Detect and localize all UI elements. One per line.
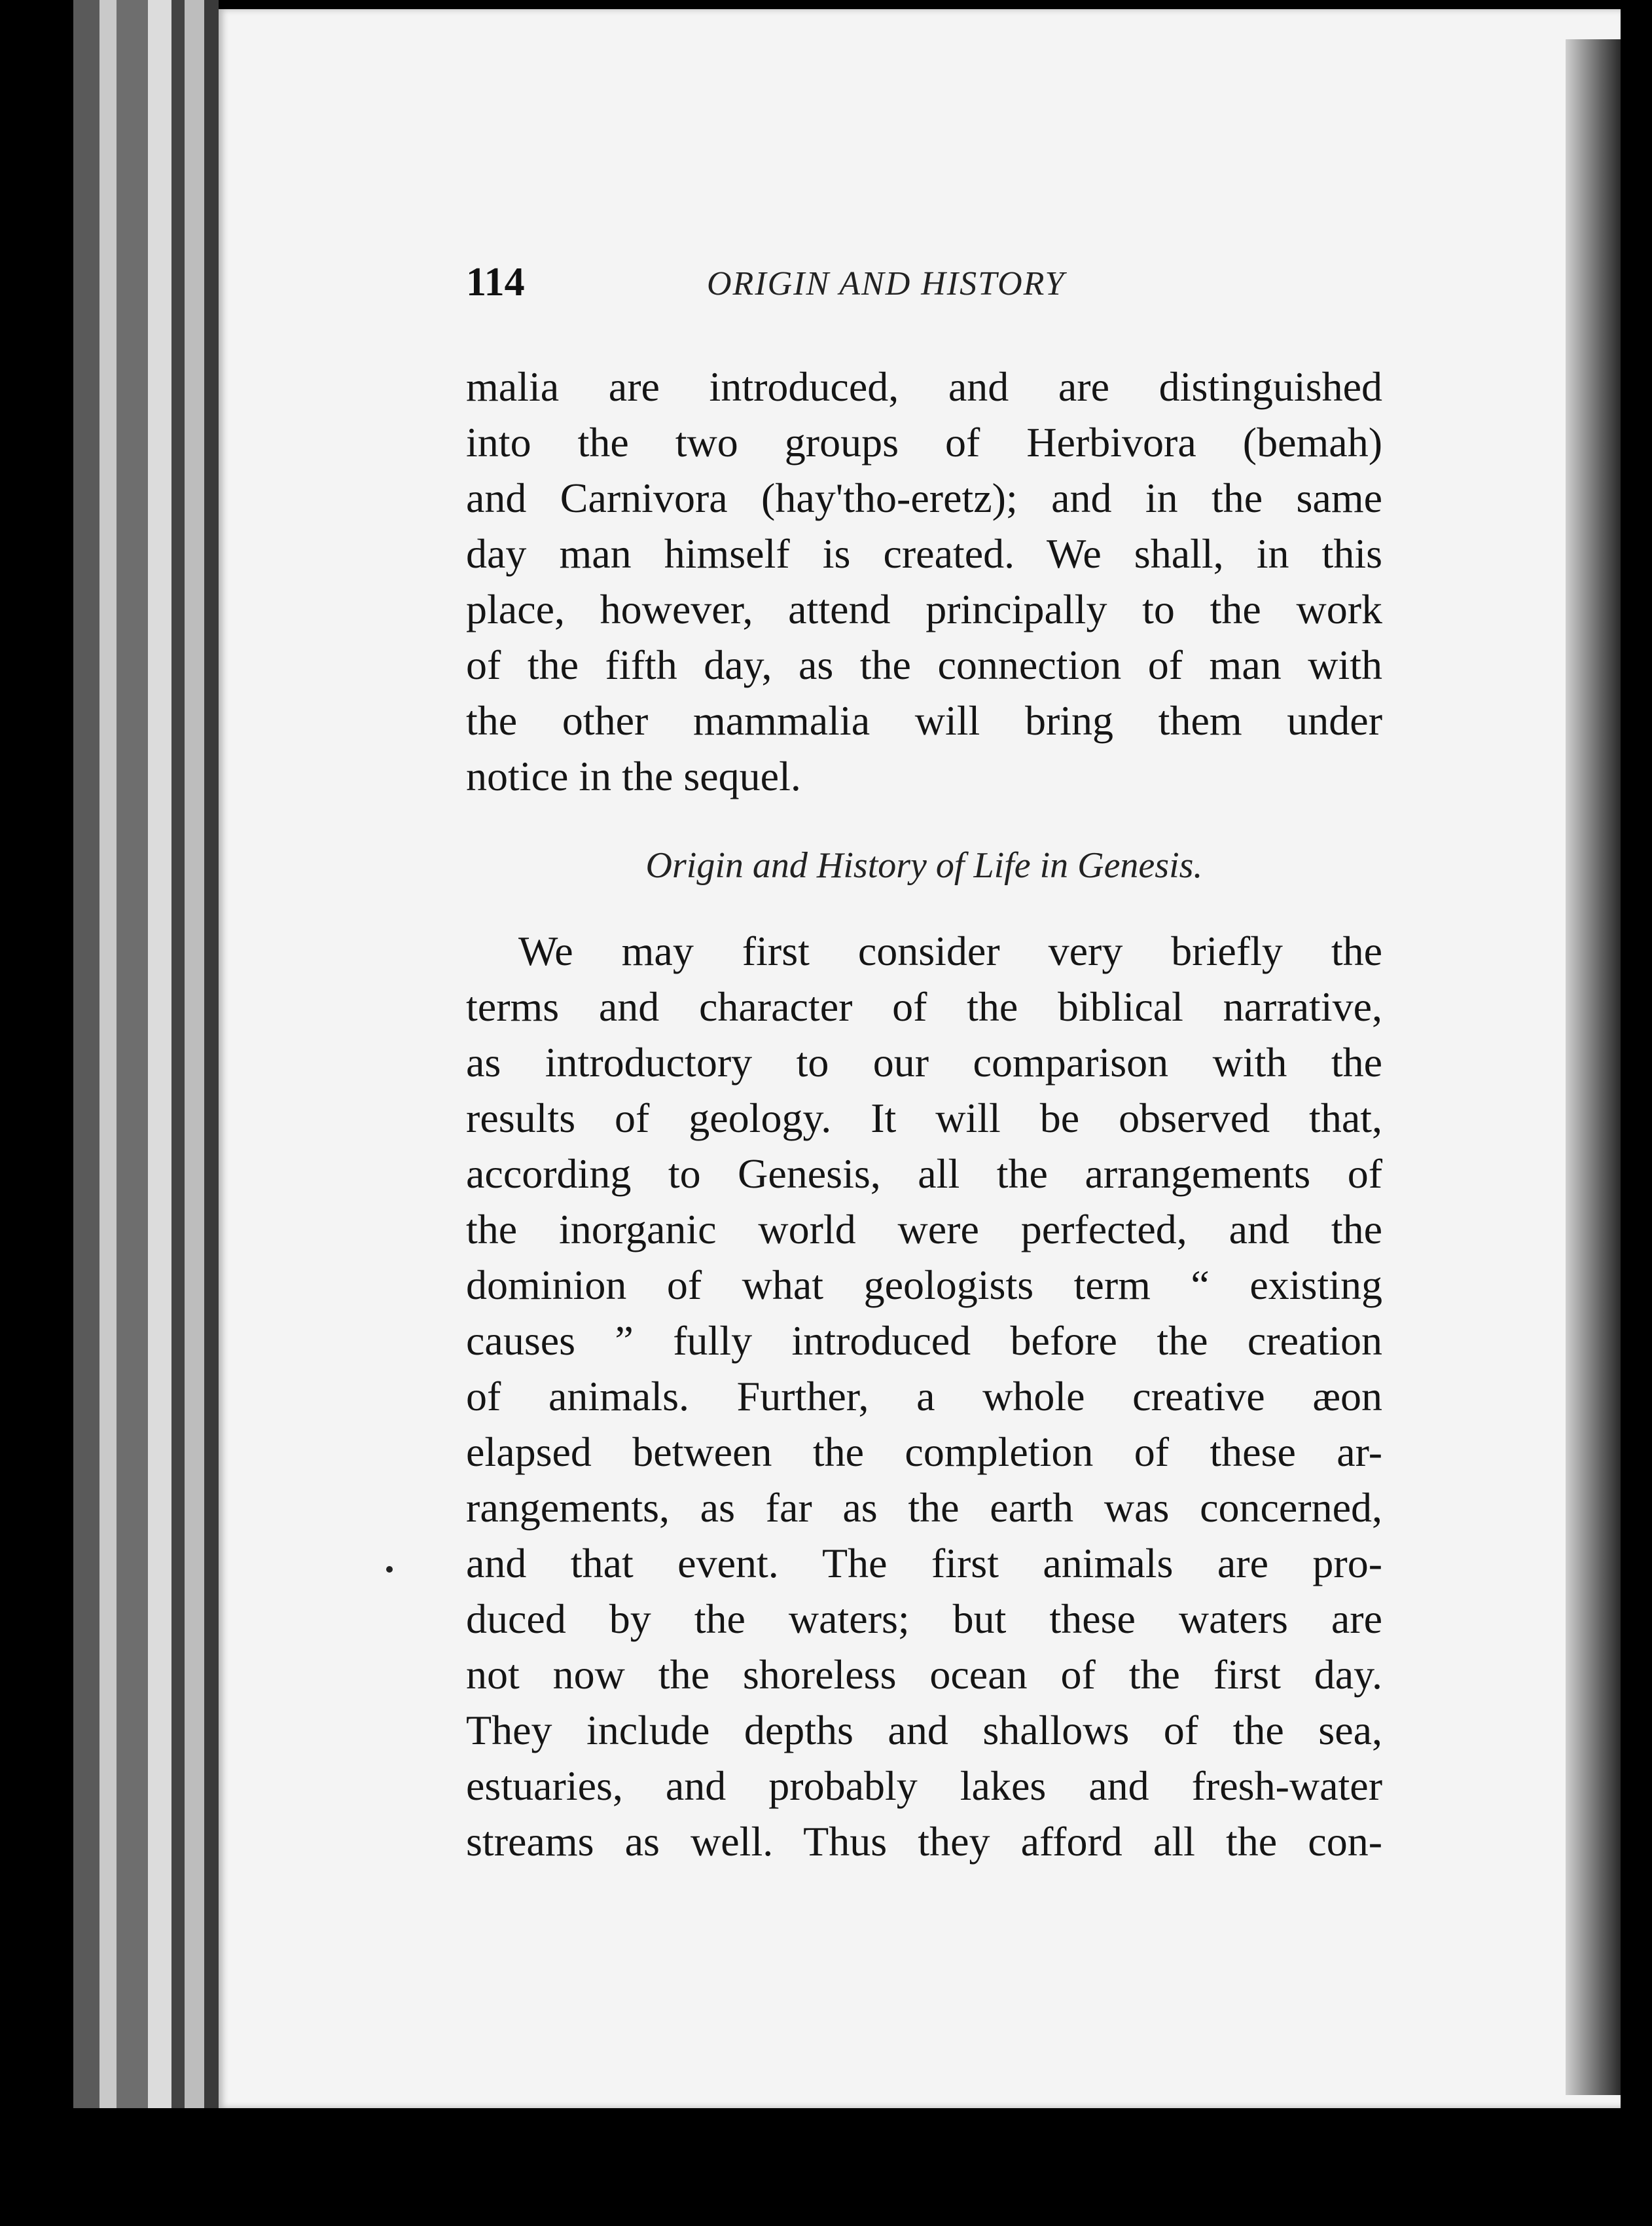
text-line: according to Genesis, all the arrangements of (466, 1150, 1382, 1197)
text-line: of the fifth day, as the connection of man with (466, 642, 1382, 688)
text-line: They include depths and shallows of the sea, (466, 1707, 1382, 1753)
text-line: into the two groups of Herbivora (bemah) (466, 419, 1382, 465)
page-stack-edge (204, 0, 219, 2226)
text-line: and that event. The first animals are pro- (466, 1540, 1382, 1586)
page-right-edge (1566, 39, 1621, 2095)
text-line: notice in the sequel. (466, 753, 801, 799)
section-heading: Origin and History of Life in Genesis. (645, 845, 1203, 886)
text-line: of animals. Further, a whole creative æon (466, 1373, 1382, 1419)
running-head: ORIGIN AND HISTORY (707, 265, 1066, 302)
text-line: estuaries, and probably lakes and fresh-water (466, 1762, 1382, 1809)
text-line: not now the shoreless ocean of the first day. (466, 1651, 1382, 1698)
text-line: the other mammalia will bring them under (466, 697, 1382, 744)
page-stack-edge (99, 0, 117, 2226)
text-line: results of geology. It will be observed that, (466, 1095, 1382, 1141)
page-number: 114 (466, 260, 525, 304)
paragraph-2 (466, 923, 1382, 1869)
text-line: streams as well. Thus they afford all the con- (466, 1818, 1382, 1865)
text-line: rangements, as far as the earth was concerned, (466, 1484, 1382, 1531)
text-line: as introductory to our comparison with the (466, 1039, 1382, 1086)
text-line: malia are introduced, and are distinguished (466, 363, 1382, 410)
scan-bottom-border (73, 2108, 1652, 2226)
text-line: causes ” fully introduced before the creation (466, 1317, 1382, 1364)
page-stack-edge (185, 0, 204, 2226)
page-stack-edge (148, 0, 171, 2226)
text-line: elapsed between the completion of these ar- (466, 1429, 1382, 1475)
paragraph-1 (466, 359, 1382, 804)
text-line: the inorganic world were perfected, and the (466, 1206, 1382, 1252)
page-header (466, 259, 1382, 318)
text-line: and Carnivora (hay'tho-eretz); and in the same (466, 475, 1382, 521)
text-line: duced by the waters; but these waters are (466, 1596, 1382, 1642)
page-stack-edge (117, 0, 148, 2226)
text-line: dominion of what geologists term “ existing (466, 1262, 1382, 1308)
text-line: terms and character of the biblical narrative, (466, 983, 1382, 1030)
page-stack-edge (171, 0, 185, 2226)
ink-speck (386, 1566, 393, 1573)
text-line: place, however, attend principally to the work (466, 586, 1382, 632)
text-line: day man himself is created. We shall, in this (466, 530, 1382, 577)
page-stack-edge (73, 0, 99, 2226)
text-line: We may first consider very briefly the (518, 928, 1382, 974)
